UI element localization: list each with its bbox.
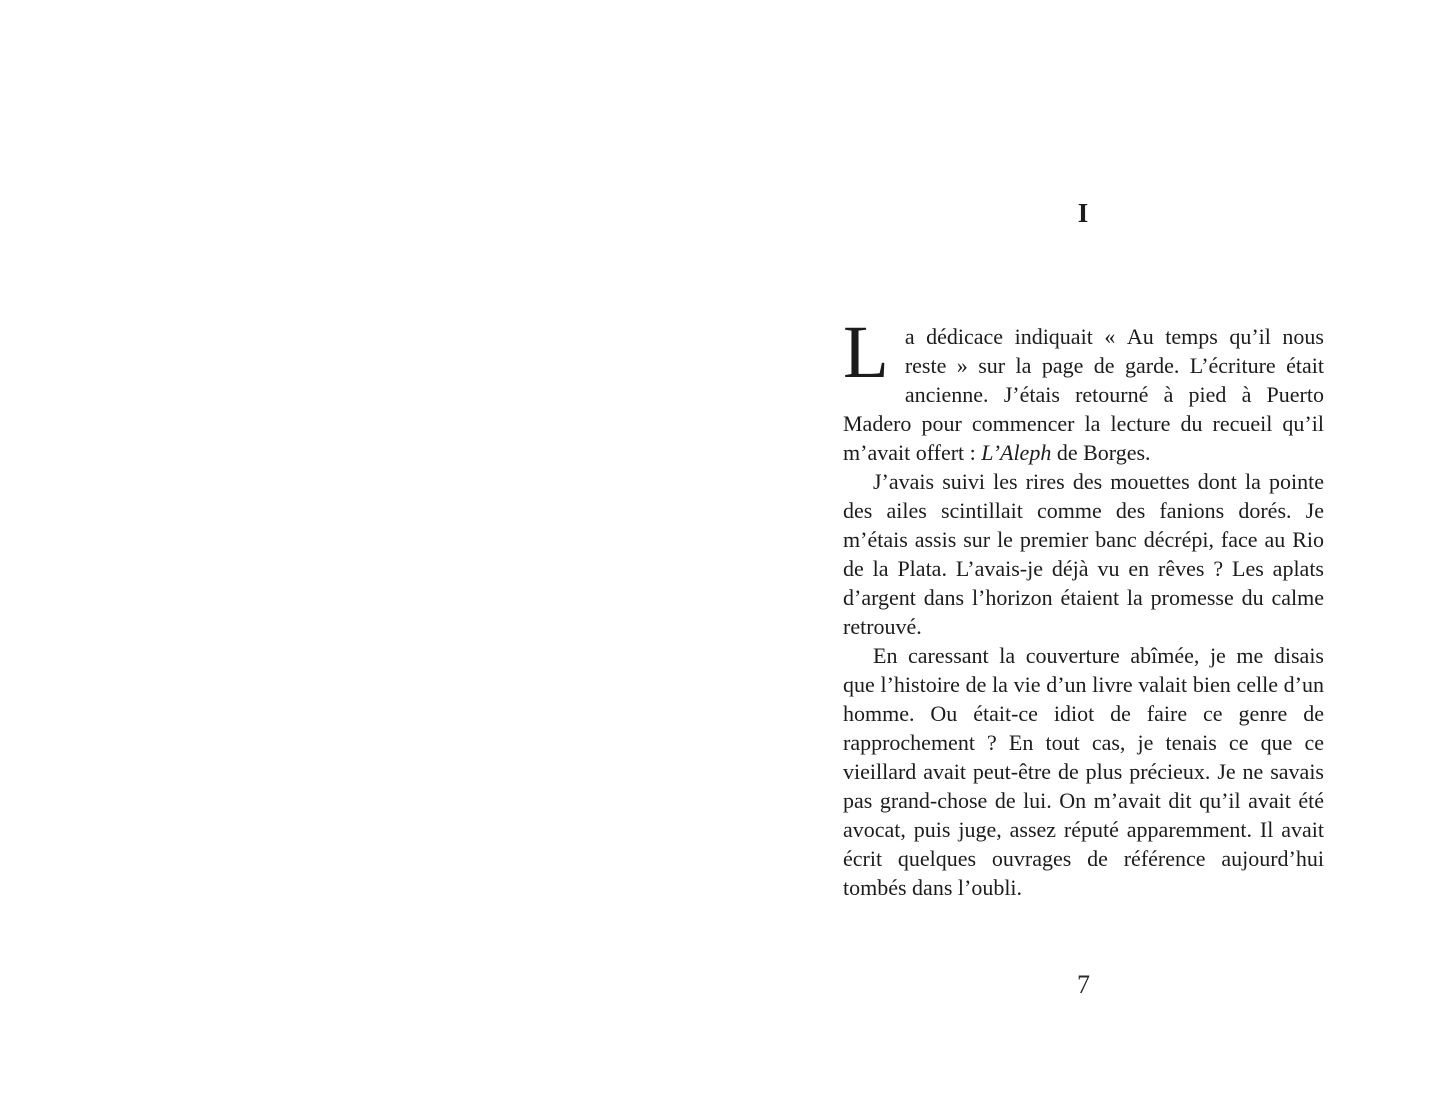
paragraph: J’avais suivi les rires des mouettes dont la pointe des ailes scintillait comme des fanions dorés. Je m’étais assis sur le premier banc décrépi, face au Rio de la Plata. L’avais-je déjà vu en rêves ? Les aplats d’argent dans l’horizon étaient la promesse du calme retrouvé.: [843, 469, 1324, 639]
drop-cap: L: [843, 311, 889, 394]
paragraph: En caressant la couverture abîmée, je me disais que l’histoire de la vie d’un livre valait bien celle d’un homme. Ou était-ce idiot de faire ce genre de rapprochement ? En tout cas, je tenais ce que ce vieillard avait peut-être de plus précieux. Je ne savais pas grand-chose de lui. On m’avait dit qu’il avait été avocat, puis juge, assez réputé apparemment. Il avait écrit quelques ouvrages de référence aujourd’hui tombés dans l’oubli.: [843, 643, 1324, 900]
page-number: 7: [1077, 970, 1090, 999]
text-block: [843, 311, 1324, 902]
paragraph-text: a dédicace indiquait « Au temps qu’il nous reste » sur la page de garde. L’écriture était ancienne. J’étais retourné à pied à Puerto Madero pour commencer la lecture du recueil qu’il m’avait offert :: [843, 324, 1324, 465]
chapter-number: I: [1077, 198, 1090, 228]
book-title-italic: L’Aleph: [981, 440, 1052, 465]
paragraph-text: de Borges.: [1051, 440, 1151, 465]
opening-paragraph: [843, 311, 1324, 467]
